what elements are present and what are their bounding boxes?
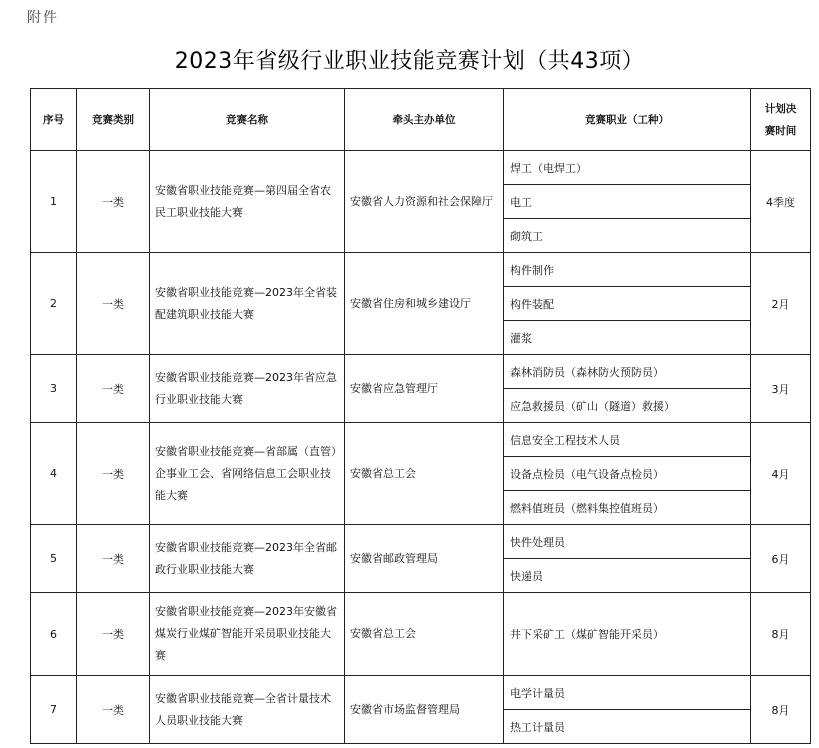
row-organizer: 安徽省邮政管理局 bbox=[345, 525, 504, 593]
row-category: 一类 bbox=[77, 423, 150, 525]
row-competition-name: 安徽省职业技能竞赛—省部属（直管）企事业工会、省网络信息工会职业技能大赛 bbox=[150, 423, 345, 525]
table-body bbox=[31, 151, 811, 744]
row-organizer: 安徽省应急管理厅 bbox=[345, 355, 504, 423]
header-jobs: 竞赛职业（工种） bbox=[504, 89, 751, 151]
header-organizer: 牵头主办单位 bbox=[345, 89, 504, 151]
row-category: 一类 bbox=[77, 355, 150, 423]
row-job: 电学计量员 bbox=[504, 676, 751, 710]
row-competition-name: 安徽省职业技能竞赛—2023年安徽省煤炭行业煤矿智能开采员职业技能大赛 bbox=[150, 593, 345, 676]
row-time: 4季度 bbox=[751, 151, 811, 253]
row-category: 一类 bbox=[77, 676, 150, 744]
attachment-label: 附件 bbox=[27, 10, 59, 26]
row-category: 一类 bbox=[77, 593, 150, 676]
row-time: 2月 bbox=[751, 253, 811, 355]
row-competition-name: 安徽省职业技能竞赛—2023年全省邮政行业职业技能大赛 bbox=[150, 525, 345, 593]
row-organizer: 安徽省市场监督管理局 bbox=[345, 676, 504, 744]
page-title: 2023年省级行业职业技能竞赛计划（共43项） bbox=[174, 49, 645, 74]
row-job: 快递员 bbox=[504, 559, 751, 593]
header-time: 计划决赛时间 bbox=[751, 89, 811, 151]
header-row bbox=[31, 89, 811, 151]
row-seq: 2 bbox=[31, 253, 77, 355]
row-time: 8月 bbox=[751, 676, 811, 744]
table-row bbox=[31, 151, 811, 185]
row-competition-name: 安徽省职业技能竞赛—2023年省应急行业职业技能大赛 bbox=[150, 355, 345, 423]
row-job: 焊工（电焊工） bbox=[504, 151, 751, 185]
table-row bbox=[31, 593, 811, 676]
row-job: 砌筑工 bbox=[504, 219, 751, 253]
row-organizer: 安徽省人力资源和社会保障厅 bbox=[345, 151, 504, 253]
row-job: 应急救援员（矿山（隧道）救援） bbox=[504, 389, 751, 423]
row-category: 一类 bbox=[77, 253, 150, 355]
row-job: 热工计量员 bbox=[504, 710, 751, 744]
row-seq: 4 bbox=[31, 423, 77, 525]
row-seq: 3 bbox=[31, 355, 77, 423]
row-job: 设备点检员（电气设备点检员） bbox=[504, 457, 751, 491]
header-category: 竞赛类别 bbox=[77, 89, 150, 151]
table-row bbox=[31, 253, 811, 287]
row-organizer: 安徽省总工会 bbox=[345, 593, 504, 676]
row-category: 一类 bbox=[77, 151, 150, 253]
row-job: 构件装配 bbox=[504, 287, 751, 321]
row-job: 森林消防员（森林防火预防员） bbox=[504, 355, 751, 389]
row-category: 一类 bbox=[77, 525, 150, 593]
row-competition-name: 安徽省职业技能竞赛—全省计量技术人员职业技能大赛 bbox=[150, 676, 345, 744]
row-time: 4月 bbox=[751, 423, 811, 525]
row-job: 构件制作 bbox=[504, 253, 751, 287]
table-row bbox=[31, 525, 811, 559]
row-job: 信息安全工程技术人员 bbox=[504, 423, 751, 457]
table-row bbox=[31, 355, 811, 389]
row-job: 井下采矿工（煤矿智能开采员） bbox=[504, 593, 751, 676]
row-organizer: 安徽省总工会 bbox=[345, 423, 504, 525]
row-seq: 5 bbox=[31, 525, 77, 593]
row-seq: 1 bbox=[31, 151, 77, 253]
row-job: 电工 bbox=[504, 185, 751, 219]
row-job: 快件处理员 bbox=[504, 525, 751, 559]
row-job: 灌浆 bbox=[504, 321, 751, 355]
row-job: 燃料值班员（燃料集控值班员） bbox=[504, 491, 751, 525]
row-time: 6月 bbox=[751, 525, 811, 593]
competition-plan-table bbox=[30, 88, 811, 744]
row-time: 3月 bbox=[751, 355, 811, 423]
row-competition-name: 安徽省职业技能竞赛—第四届全省农民工职业技能大赛 bbox=[150, 151, 345, 253]
row-time: 8月 bbox=[751, 593, 811, 676]
row-organizer: 安徽省住房和城乡建设厅 bbox=[345, 253, 504, 355]
header-seq: 序号 bbox=[31, 89, 77, 151]
row-competition-name: 安徽省职业技能竞赛—2023年全省装配建筑职业技能大赛 bbox=[150, 253, 345, 355]
table-row bbox=[31, 676, 811, 710]
table-row bbox=[31, 423, 811, 457]
header-name: 竞赛名称 bbox=[150, 89, 345, 151]
row-seq: 6 bbox=[31, 593, 77, 676]
row-seq: 7 bbox=[31, 676, 77, 744]
